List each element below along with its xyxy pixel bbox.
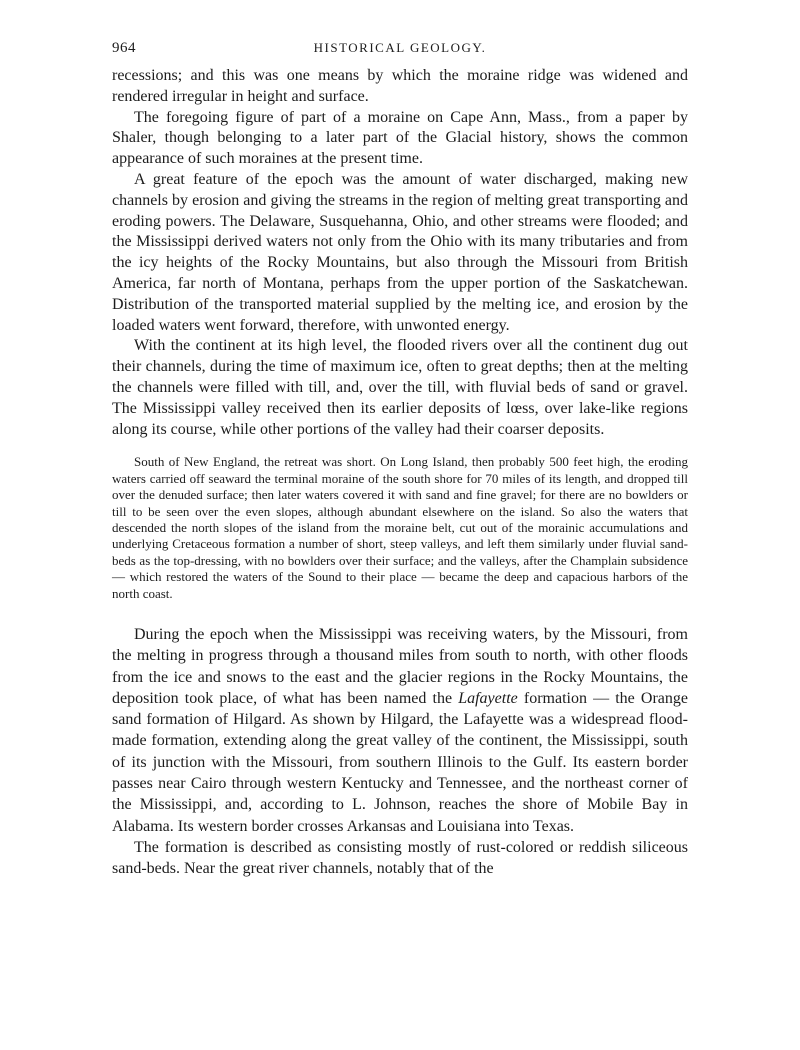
page-header bbox=[112, 40, 688, 66]
page-number: 964 bbox=[112, 40, 136, 56]
running-head: HISTORICAL GEOLOGY. bbox=[313, 40, 487, 55]
paragraph-lafayette-formation bbox=[112, 624, 688, 837]
paragraph-long-island: South of New England, the retreat was short. On Long Island, then probably 500 feet high, the eroding waters carried off seaward the terminal moraine of the south shore for 70 miles of its length, and dropped till over the denuded surface; then later waters covered it with sand and fine gravel; for there are no bowlders or till to be seen over the even slopes, although abundant elsewhere on the island. So also the waters that descended the north slopes of the island from the moraine belt, cut out of the morainic accumulations and underlying Cretaceous formation a number of short, steep valleys, and left them similarly under fluvial sand-beds as the top-dressing, with no bowlders over their surface; and the valleys, after the Champlain subsidence — which restored the waters of the Sound to their place — became the deep and capacious harbors of the north coast. bbox=[112, 454, 688, 601]
small-print-section bbox=[112, 454, 688, 602]
paragraph-moraine-figure: The foregoing figure of part of a moraine on Cape Ann, Mass., from a paper by Shaler, though belonging to a later part of the Glacial history, shows the common appearance of such moraines at the present time. bbox=[112, 108, 688, 168]
lafayette-italic-term: Lafayette bbox=[458, 689, 518, 707]
paragraph-water-discharge: A great feature of the epoch was the amount of water discharged, making new channels by erosion and giving the streams in the region of melting great transporting and eroding powers. The Delaware, Susquehanna, Ohio, and other streams were flooded; and the Mississippi derived waters not only from the Ohio with its many tributaries and from the icy heights of the Rocky Mountains, but also through the Missouri from British America, far north of Montana, perhaps from the upper portion of the Saskatchewan. Distribution of the transported material supplied by the melting ice, and erosion by the loaded waters went forward, therefore, with unwonted energy. bbox=[112, 170, 688, 334]
lafayette-text-after: formation — the Orange sand formation of Hilgard. As shown by Hilgard, the Lafayette was a widespread flood-made formation, extending along the great valley of the continent, the Mississippi, south of its junction with the Missouri, from southern Illinois to the Gulf. Its eastern border passes near Cairo through western Kentucky and Tennessee, and the northeast corner of the Mississippi, and, according to L. Johnson, reaches the shore of Mobile Bay in Alabama. Its western border crosses Arkansas and Louisiana into Texas. bbox=[112, 689, 689, 835]
lafayette-text-before: During the epoch when the Mississippi was receiving waters, by the Missouri, from the melting in progress through a thousand miles from south to north, with other floods from the ice and snows to the east and the glacier regions in the Rocky Mountains, the deposition took place, of what has been named the bbox=[112, 626, 688, 707]
lower-body-text bbox=[112, 624, 688, 880]
paragraph-formation-description: The formation is described as consisting mostly of rust-colored or reddish siliceous sand-beds. Near the great river channels, notably that of the bbox=[112, 838, 688, 878]
paragraph-continuation: recessions; and this was one means by which the moraine ridge was widened and rendered irregular in height and surface. bbox=[112, 67, 688, 105]
paragraph-flooded-rivers: With the continent at its high level, the flooded rivers over all the continent dug out their channels, during the time of maximum ice, often to great depths; then at the melting the channels were filled with till, and, over the till, with fluvial beds of sand or gravel. The Mississippi valley received then its earlier deposits of lœss, over lake-like regions along its course, while other portions of the valley had their coarser deposits. bbox=[112, 337, 688, 438]
book-page bbox=[112, 40, 688, 880]
upper-body-text bbox=[112, 66, 688, 440]
